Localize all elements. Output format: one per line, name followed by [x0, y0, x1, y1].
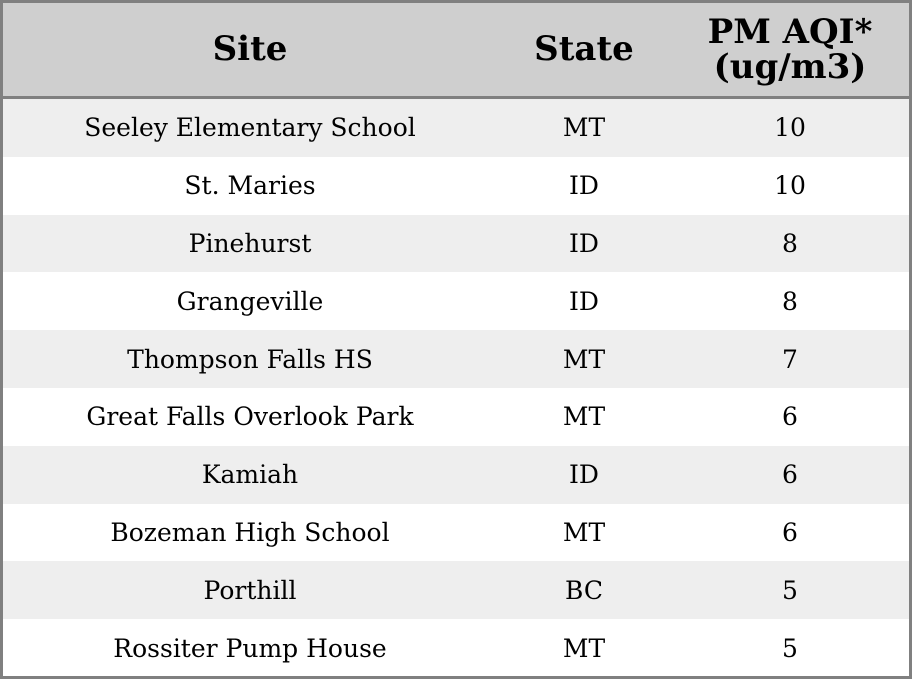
cell-state: ID: [569, 286, 599, 316]
cell-site: St. Maries: [184, 171, 316, 201]
cell-state: ID: [569, 460, 599, 490]
cell-state: MT: [562, 633, 606, 663]
header-site: Site: [212, 29, 288, 69]
cell-state: MT: [562, 517, 606, 547]
cell-aqi: 8: [782, 286, 798, 316]
cell-aqi: 8: [782, 228, 798, 258]
header-pm-aqi: [671, 11, 909, 87]
table-row: [3, 99, 909, 157]
table-row: [3, 272, 909, 330]
cell-aqi: 6: [782, 460, 798, 490]
cell-state: MT: [562, 402, 606, 432]
cell-aqi: 6: [782, 517, 798, 547]
table-row: [3, 215, 909, 273]
cell-aqi: 6: [782, 402, 798, 432]
table-row: [3, 157, 909, 215]
table-row: [3, 446, 909, 504]
cell-site: Seeley Elementary School: [84, 113, 416, 143]
cell-aqi: 5: [782, 575, 798, 605]
table-row: [3, 561, 909, 619]
cell-site: Kamiah: [201, 460, 299, 490]
cell-state: ID: [569, 171, 599, 201]
cell-site: Great Falls Overlook Park: [86, 402, 414, 432]
cell-state: ID: [569, 228, 599, 258]
table-row: [3, 330, 909, 388]
cell-site: Rossiter Pump House: [113, 633, 387, 663]
cell-aqi: 10: [774, 113, 806, 143]
cell-state: MT: [562, 113, 606, 143]
cell-state: BC: [565, 575, 603, 605]
table-row: [3, 388, 909, 446]
cell-site: Thompson Falls HS: [127, 344, 373, 374]
cell-state: MT: [562, 344, 606, 374]
header-pm-aqi-line2: (ug/m3): [713, 46, 867, 87]
header-state: State: [534, 29, 634, 69]
table-row: [3, 504, 909, 562]
table-header: [3, 3, 909, 99]
cell-aqi: 10: [774, 171, 806, 201]
cell-aqi: 7: [782, 344, 798, 374]
cell-site: Pinehurst: [188, 228, 312, 258]
cell-aqi: 5: [782, 633, 798, 663]
table-row: [3, 619, 909, 677]
cell-site: Grangeville: [176, 286, 324, 316]
header-pm-aqi-line1: PM AQI*: [707, 11, 873, 52]
cell-site: Bozeman High School: [110, 517, 390, 547]
cell-site: Porthill: [203, 575, 297, 605]
